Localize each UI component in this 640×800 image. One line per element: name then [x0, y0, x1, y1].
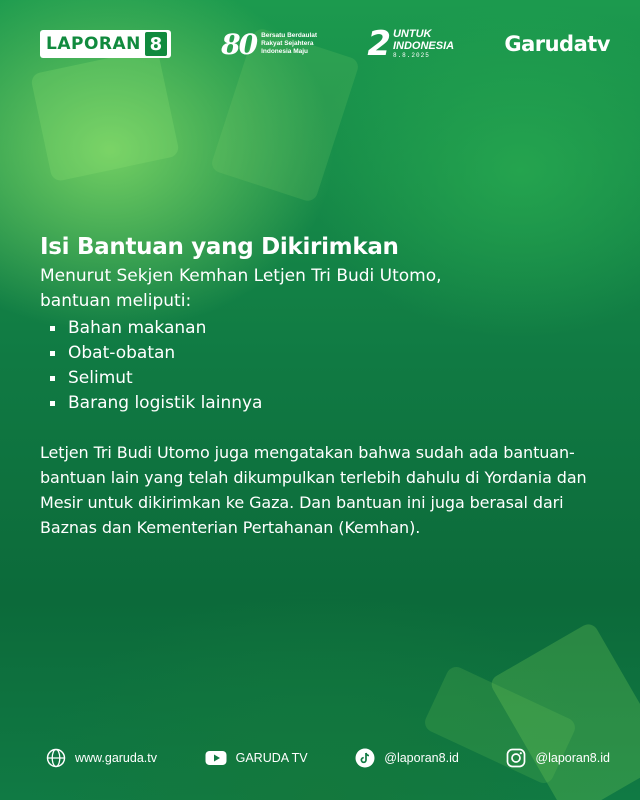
decorative-shape — [30, 48, 180, 183]
untuk-indonesia-logo: 2 UNTUK INDONESIA 8.8.2025 — [367, 24, 455, 64]
article-intro: Menurut Sekjen Kemhan Letjen Tri Budi Utomo, bantuan meliputi: — [40, 266, 442, 311]
website-link[interactable] — [46, 748, 157, 768]
laporan8-logo-number: 8 — [145, 32, 167, 56]
laporan8-logo — [40, 30, 171, 58]
bullet-icon — [50, 351, 55, 356]
globe-icon — [46, 748, 66, 768]
website-label: www.garuda.tv — [75, 751, 157, 765]
bullet-icon — [50, 401, 55, 406]
instagram-link[interactable] — [506, 748, 610, 768]
aid-items-list — [50, 316, 610, 416]
ri80-logo-tagline: Bersatu Berdaulat Rakyat Sejahtera Indonesia Maju — [261, 32, 318, 55]
article-paragraph: Letjen Tri Budi Utomo juga mengatakan bahwa sudah ada bantuan-bantuan lain yang telah dikumpulkan terlebih dahulu di Yordania dan Mesir untuk dikirimkan ke Gaza. Dan bantuan ini juga berasal dari Baznas dan Kementerian Pertahanan (Kemhan). — [40, 443, 587, 537]
article-content — [40, 232, 610, 540]
garudatv-logo: Garudatv — [504, 32, 610, 56]
youtube-label: GARUDA TV — [235, 751, 308, 765]
bullet-icon — [50, 376, 55, 381]
logo-bar — [40, 22, 610, 66]
laporan8-logo-text: LAPORAN — [46, 34, 141, 54]
untuk-indonesia-logo-date: 8.8.2025 — [392, 52, 430, 59]
list-item: Obat-obatan — [50, 341, 610, 366]
ri80-logo-number: 80 — [221, 27, 257, 61]
youtube-link[interactable] — [205, 750, 308, 766]
bullet-icon — [50, 326, 55, 331]
instagram-label: @laporan8.id — [535, 751, 610, 765]
list-item: Bahan makanan — [50, 316, 610, 341]
tiktok-icon — [355, 748, 375, 768]
list-item: Barang logistik lainnya — [50, 391, 610, 416]
article-heading: Isi Bantuan yang Dikirimkan — [40, 234, 399, 260]
tiktok-link[interactable] — [355, 748, 459, 768]
list-item: Selimut — [50, 366, 610, 391]
footer-social-bar — [46, 744, 610, 772]
instagram-icon — [506, 748, 526, 768]
ri80-logo — [221, 28, 317, 61]
untuk-indonesia-logo-number: 2 — [367, 24, 391, 64]
youtube-icon — [205, 750, 227, 766]
tiktok-label: @laporan8.id — [384, 751, 459, 765]
